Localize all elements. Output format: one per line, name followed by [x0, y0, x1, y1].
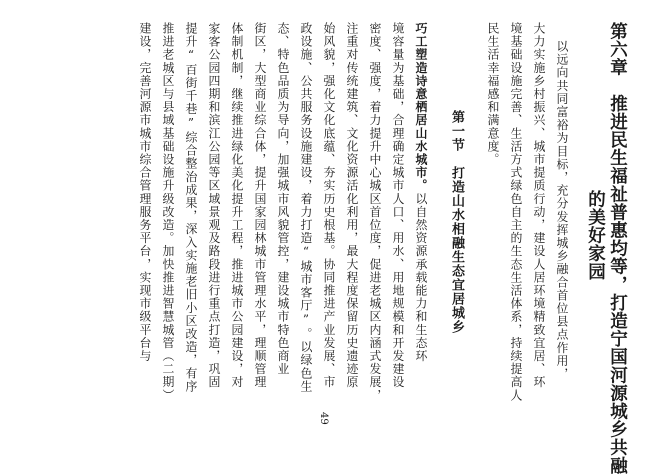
intro-column: 以远向共同富裕为目标，充分发挥城乡融合首位县点作用，	[554, 40, 569, 381]
section-column: 街区，大型商业综合体，提升国家园林城市管理水平，理顺管理	[252, 22, 267, 389]
section-column: 体制机制，继续推进绿化美化提升工程，推进城市公园建设，对	[229, 22, 244, 389]
chapter-title-line-1: 第六章 推进民生福祉普惠均等，打造宁国河源城乡共融	[607, 22, 628, 475]
section-column: 政设施、公共服务设施建设，着力打造“城市客厅”。以绿色生	[298, 22, 313, 393]
section-column: 始风貌，强化文化底蕴、夯实历史根基。协同推进产业发展、市	[321, 22, 336, 389]
section-column	[414, 22, 426, 363]
section-title: 第一节 打造山水相融生态宜居城乡	[449, 110, 464, 334]
section-column: 境容量为基础，合理确定城市人口、用水、用地规模和开发建设	[390, 22, 405, 389]
section-column-text: 以自然资源承载能力和生态环	[413, 192, 428, 363]
intro-column: 大力实施乡村振兴、城市提质行动，建设人居环境精致宜居、环	[531, 22, 546, 389]
intro-column: 境基础设施完善、生活方式绿色自主的生态生活体系，持续提高人	[508, 22, 523, 402]
section-column: 提升“百街千巷”综合整治成果，深入实施老旧小区改造，有序	[183, 22, 198, 393]
intro-column: 民生活幸福感和满意度。	[485, 22, 500, 167]
section-column: 态、特色品质为导向，加强城市风貌管控，建设城市特色商业	[275, 22, 290, 376]
section-column: 建设，完善河源市城市综合管理服务平台，实现市级平台与	[137, 22, 152, 363]
section-lead-sentence: 巧工塑造诗意栖居山水城市。	[413, 22, 428, 193]
section-column: 家客公园四期和滨江公园等区域景观及路段进行重点打造，巩固	[206, 22, 221, 389]
section-column: 密度、强度，着力提升中心城区首位度，促进老城区内涵式发展，	[367, 22, 382, 402]
page-number: 49	[318, 412, 329, 425]
chapter-title-line-2: 的美好家园	[585, 190, 606, 281]
section-column: 注重对传统建筑、文化资源活化利用，最大程度保留历史遗迹原	[344, 22, 359, 389]
section-column: 推进老城区与县域基础设施升级改造。加快推进智慧城管（二期）	[160, 22, 175, 402]
